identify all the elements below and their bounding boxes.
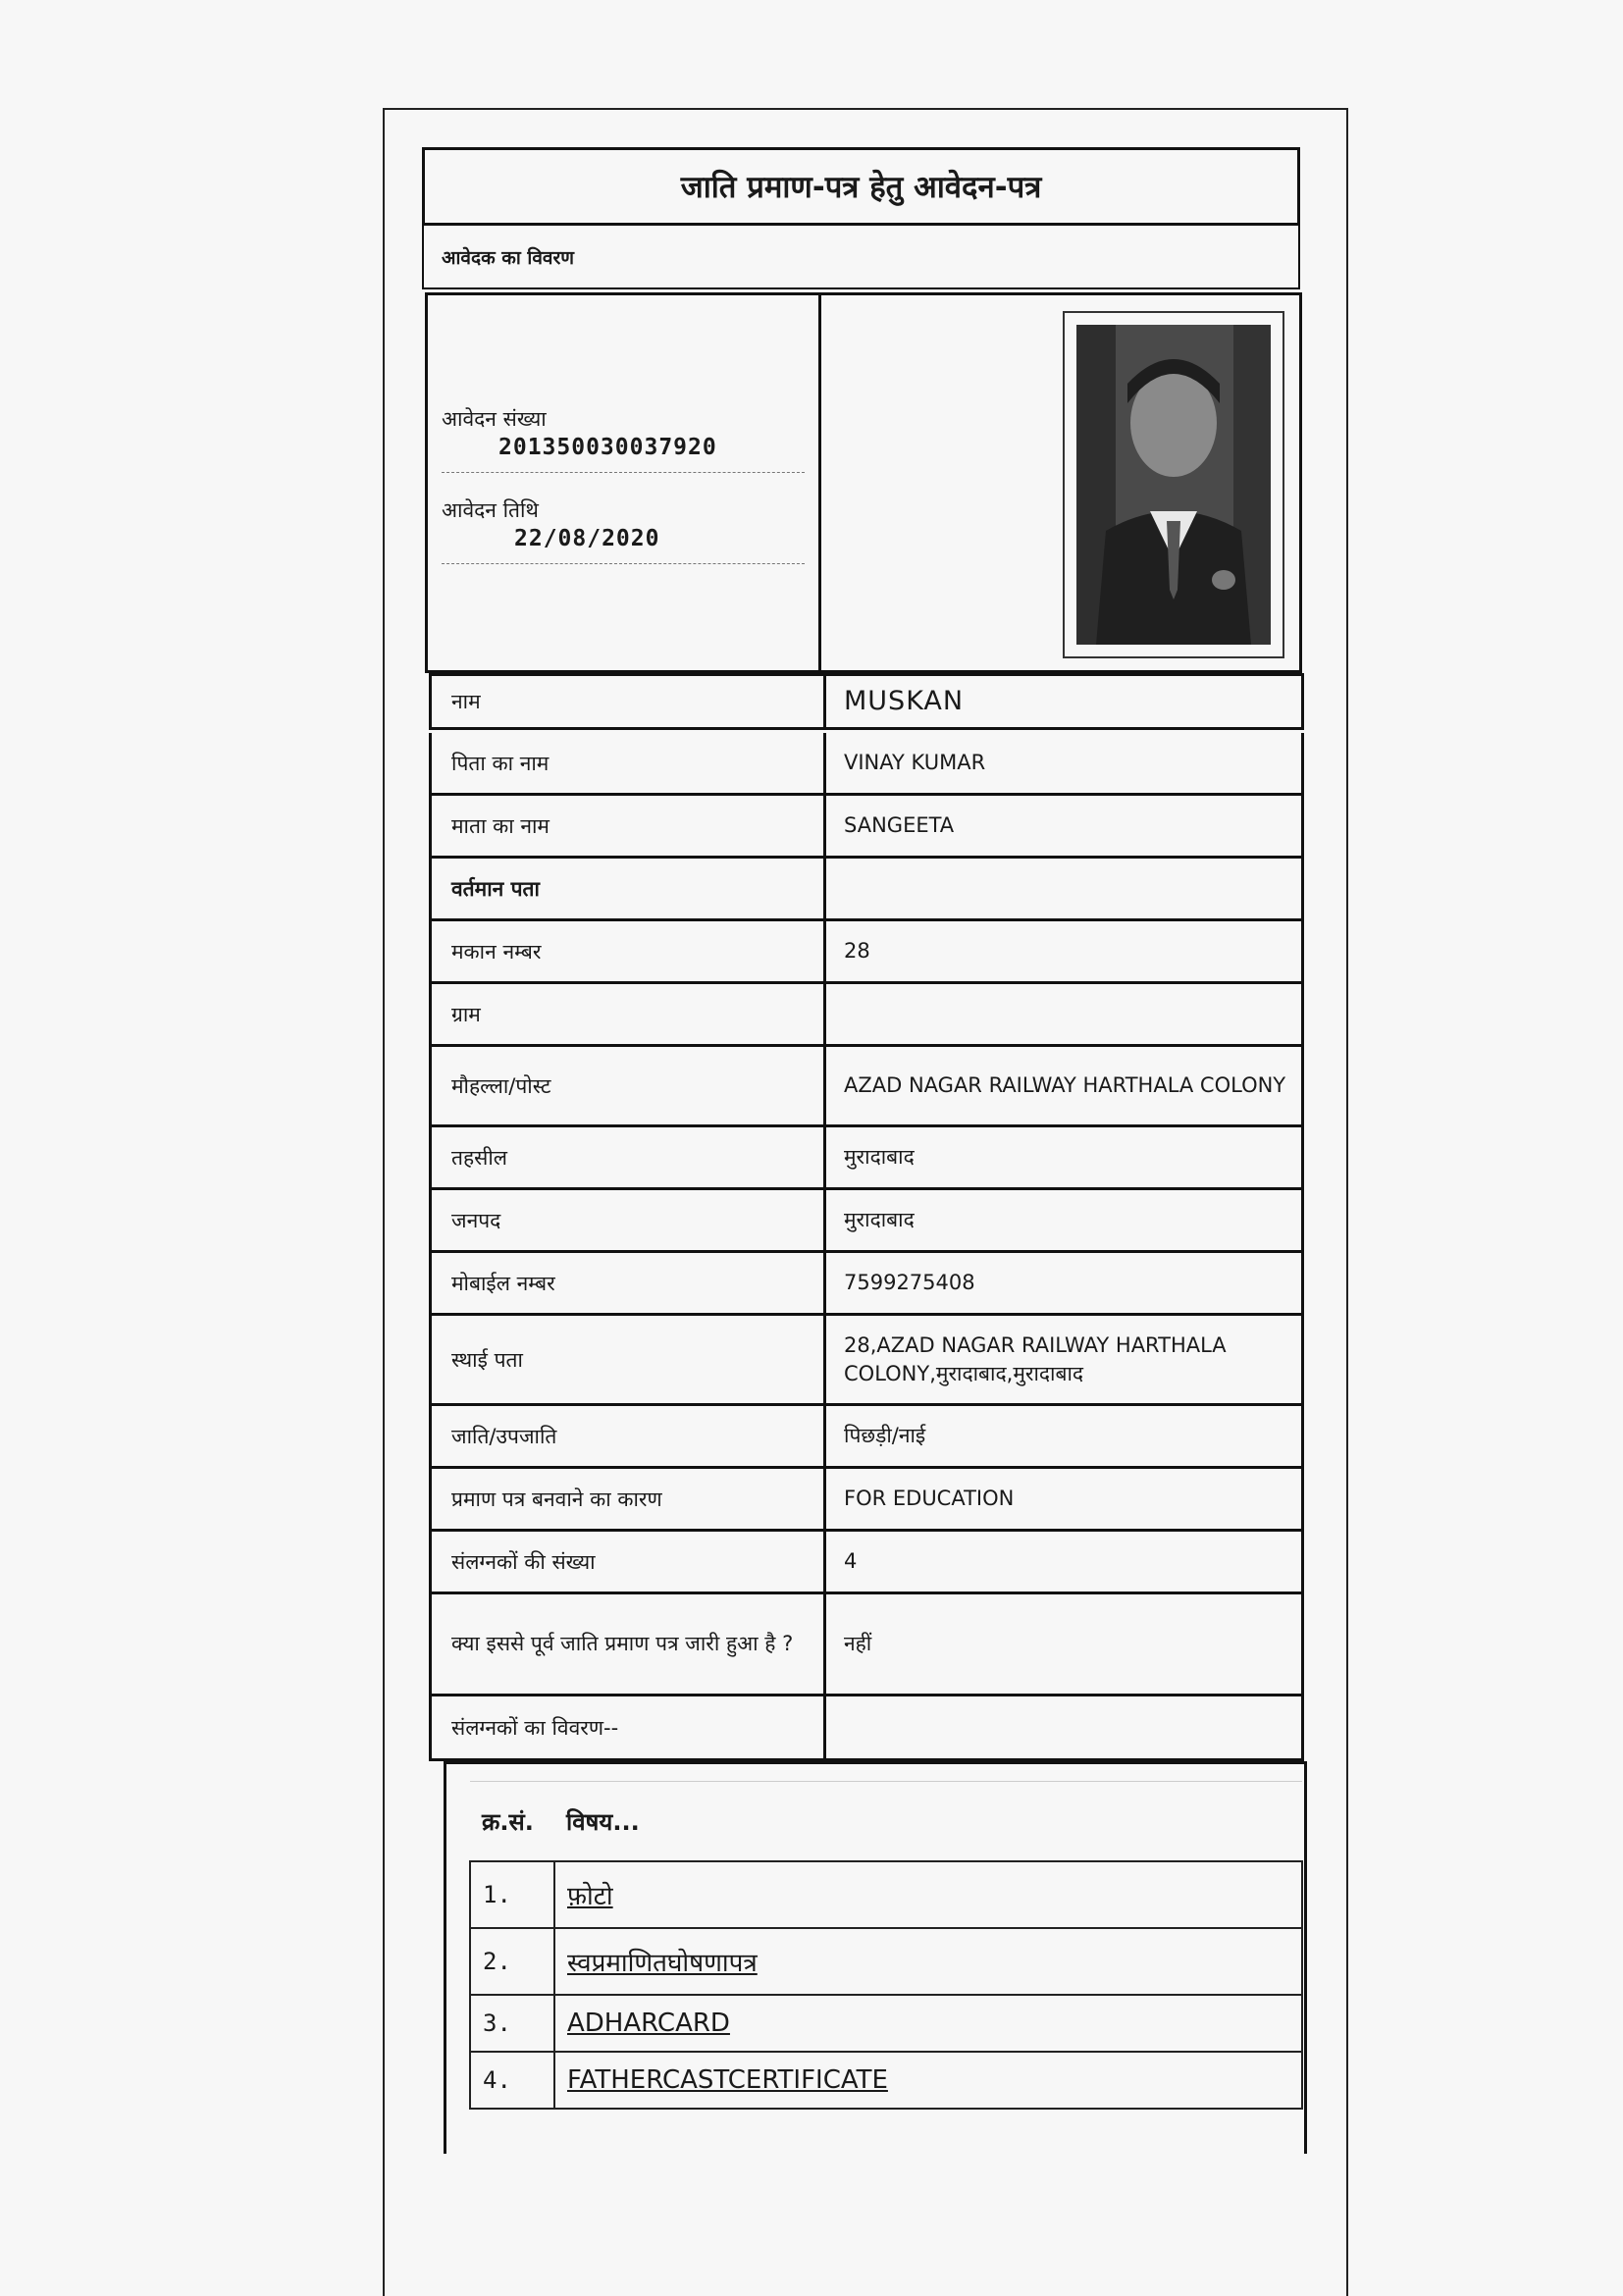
row-caste [429,1406,1304,1469]
applicant-photo [1063,311,1284,658]
row-label: मकान नम्बर [432,921,826,981]
row-label: जाति/उपजाति [432,1406,826,1466]
divider [442,472,805,473]
row-label: संलग्नकों का विवरण-- [432,1696,826,1758]
attachment-link[interactable]: FATHERCASTCERTIFICATE [554,2052,1302,2109]
photo-cell [821,292,1302,673]
row-value: 28 [844,939,870,964]
row-district [429,1190,1304,1253]
row-value: MUSKAN [844,685,965,716]
row-current-address [429,859,1304,921]
row-value: मुरादाबाद [844,1208,915,1232]
row-value: नहीं [844,1632,872,1656]
row-previous-certificate [429,1594,1304,1696]
row-label: तहसील [432,1127,826,1187]
divider [442,563,805,564]
section-title: आवेदक का विवरण [442,246,574,269]
row-value: SANGEETA [844,813,955,838]
row-label: मौहल्ला/पोस्ट [432,1047,826,1124]
row-label: संलग्नकों की संख्या [432,1532,826,1592]
application-date: 22/08/2020 [514,526,660,551]
row-label: माता का नाम [432,796,826,856]
header-subject: विषय... [554,1782,1302,1862]
attachment-link[interactable]: फ़ोटो [554,1861,1302,1928]
row-value: FOR EDUCATION [844,1487,1015,1511]
row-value: मुरादाबाद [844,1145,915,1170]
row-value [826,984,1301,1044]
row-village [429,984,1304,1047]
form-title: जाति प्रमाण-पत्र हेतु आवेदन-पत्र [680,170,1042,205]
attachment-number: 4. [470,2052,554,2109]
row-value [826,1696,1301,1758]
row-mobile [429,1253,1304,1316]
attachments-table [469,1781,1303,2110]
row-label: वर्तमान पता [432,859,826,918]
table-row [470,2052,1302,2109]
attachment-number: 3. [470,1995,554,2052]
row-attachment-details [429,1696,1304,1761]
row-mother-name [429,796,1304,859]
table-row [470,1861,1302,1928]
attachments-header [470,1782,1302,1862]
attachment-number: 1. [470,1861,554,1928]
row-permanent-address [429,1316,1304,1406]
row-label: स्थाई पता [432,1316,826,1403]
row-name [429,673,1304,730]
application-number-label: आवेदन संख्या [442,407,547,431]
row-label: क्या इससे पूर्व जाति प्रमाण पत्र जारी हुआ है ? [432,1594,826,1694]
row-house-number [429,921,1304,984]
row-value [826,859,1301,918]
row-label: पिता का नाम [432,733,826,793]
table-row [470,1928,1302,1995]
attachment-link[interactable]: ADHARCARD [554,1995,1302,2052]
row-label: मोबाईल नम्बर [432,1253,826,1313]
attachment-number: 2. [470,1928,554,1995]
row-value: VINAY KUMAR [844,751,986,775]
row-tehsil [429,1127,1304,1190]
row-label: नाम [432,676,826,727]
row-father-name [429,733,1304,796]
application-number: 201350030037920 [498,435,717,460]
row-value: पिछड़ी/नाई [844,1424,926,1448]
form-title-box [422,147,1300,226]
row-value: AZAD NAGAR RAILWAY HARTHALA COLONY [844,1073,1286,1098]
row-attachment-count [429,1532,1304,1594]
row-locality [429,1047,1304,1127]
application-date-label: आवेदन तिथि [442,498,539,522]
row-label: प्रमाण पत्र बनवाने का कारण [432,1469,826,1529]
row-value: 28,AZAD NAGAR RAILWAY HARTHALA COLONY,मुरादाबाद,मुरादाबाद [844,1333,1227,1385]
attachment-link[interactable]: स्वप्रमाणितघोषणापत्र [554,1928,1302,1995]
table-row [470,1995,1302,2052]
section-header [422,226,1300,289]
header-serial: क्र.सं. [470,1782,554,1862]
row-label: जनपद [432,1190,826,1250]
row-reason [429,1469,1304,1532]
row-label: ग्राम [432,984,826,1044]
row-value: 7599275408 [844,1271,975,1295]
application-info [425,292,821,673]
row-value: 4 [844,1549,858,1574]
